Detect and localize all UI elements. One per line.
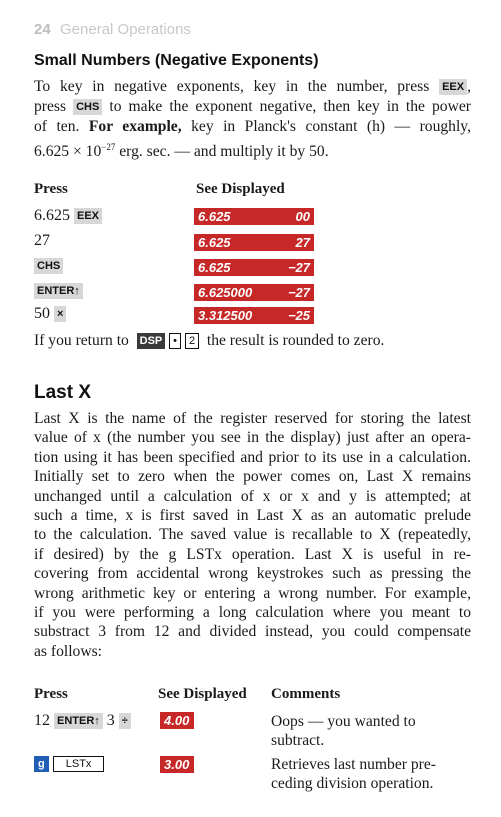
column-header-see-displayed: See Displayed bbox=[158, 686, 247, 702]
section-title-last-x: Last X bbox=[34, 382, 92, 403]
paragraph-line: covering from accidental wrong keystrokes such as pressing the bbox=[34, 565, 471, 583]
display-mantissa: 6.625 bbox=[198, 260, 231, 275]
table-row bbox=[34, 282, 83, 300]
display-mantissa: 3.312500 bbox=[198, 308, 253, 323]
decimal-point-key: • bbox=[169, 333, 181, 349]
enter-key: ENTER↑ bbox=[54, 713, 103, 729]
exponent: −27 bbox=[101, 142, 116, 152]
calculator-display bbox=[160, 712, 194, 729]
text-run: press bbox=[34, 98, 67, 115]
table-row bbox=[34, 305, 66, 323]
column-header-comments: Comments bbox=[271, 686, 341, 702]
display-value: 4.00 bbox=[164, 713, 190, 728]
page-number: 24 bbox=[34, 21, 51, 38]
display-value: 3.00 bbox=[164, 757, 190, 772]
for-example-label: For example, bbox=[88, 118, 182, 135]
display-exponent: 00 bbox=[295, 209, 310, 224]
paragraph-line: if desired) by the g LSTx operation. Last X is useful in re- bbox=[34, 545, 471, 563]
paragraph-line: as follows: bbox=[34, 642, 103, 660]
display-mantissa: 6.625 bbox=[198, 235, 231, 250]
comment-cell bbox=[271, 712, 416, 750]
chs-key: CHS bbox=[73, 99, 102, 115]
press-value: 27 bbox=[34, 232, 50, 249]
section-title-small-numbers: Small Numbers (Negative Exponents) bbox=[34, 52, 319, 69]
paragraph-line: such a time, x is first saved in Last X as an automatic prelude bbox=[34, 507, 471, 525]
comment-line: subtract. bbox=[271, 732, 325, 749]
dsp-key: DSP bbox=[137, 333, 166, 349]
paragraph-negative-exponents bbox=[34, 77, 471, 162]
text-run: To key in negative exponents, key in the number, press bbox=[34, 78, 430, 95]
display-exponent: 27 bbox=[295, 235, 310, 250]
eex-key: EEX bbox=[439, 79, 467, 95]
calculator-display bbox=[194, 234, 314, 251]
comment-line: ceding division operation. bbox=[271, 775, 434, 792]
divide-key: ÷ bbox=[119, 713, 131, 729]
eex-key: EEX bbox=[74, 208, 102, 224]
text-run: erg. sec. — and multiply it by 50. bbox=[115, 143, 329, 161]
paragraph-line: to the calculation. The saved value is recallable to X (repeatedly, bbox=[34, 526, 471, 544]
table-row bbox=[34, 755, 104, 773]
table-row bbox=[34, 712, 131, 730]
paragraph-line: Initially set to zero when the power comes on, Last X remains bbox=[34, 468, 471, 486]
display-exponent: −27 bbox=[287, 260, 310, 275]
display-mantissa: 6.625000 bbox=[198, 285, 253, 300]
text-run: of ten. bbox=[34, 118, 80, 135]
lastx-key: LSTx bbox=[53, 756, 105, 772]
column-header-see-displayed: See Displayed bbox=[196, 181, 285, 197]
running-header: General Operations bbox=[60, 21, 191, 38]
digit-two-key: 2 bbox=[185, 333, 199, 349]
calculator-display bbox=[194, 307, 314, 324]
column-header-press: Press bbox=[34, 181, 68, 197]
display-exponent: −25 bbox=[287, 308, 310, 323]
paragraph-line: unchanged until a calculation of x or x and y is attempted; at bbox=[34, 487, 471, 505]
text-run: key in Planck's constant (h) — roughly, bbox=[191, 118, 471, 135]
enter-key: ENTER↑ bbox=[34, 283, 83, 299]
table-row bbox=[34, 207, 102, 225]
paragraph-last-x bbox=[34, 409, 471, 661]
calculator-display bbox=[194, 259, 314, 276]
paragraph-line: substract 3 from 12 and divided instead, you could compensate bbox=[34, 623, 471, 641]
table-row bbox=[34, 257, 63, 275]
text-run: the result is rounded to zero. bbox=[206, 332, 385, 349]
calculator-display bbox=[194, 284, 314, 301]
comment-line: Retrieves last number pre- bbox=[271, 756, 436, 773]
paragraph-line: if you were performing a long calculation where you meant to bbox=[34, 604, 471, 622]
comment-line: Oops — you wanted to bbox=[271, 713, 416, 730]
press-value: 6.625 bbox=[34, 207, 70, 224]
press-value: 12 bbox=[34, 712, 50, 729]
chs-key: CHS bbox=[34, 258, 63, 274]
column-header-press: Press bbox=[34, 686, 68, 702]
paragraph-line: wrong arithmetic key or entering a wrong number. For example, bbox=[34, 584, 471, 602]
paragraph-line: tion using it has been specified and prior to its use in a calculation. bbox=[34, 448, 471, 466]
display-mantissa: 6.625 bbox=[198, 209, 231, 224]
paragraph-line: value of x (the number you see in the display) just after an opera- bbox=[34, 429, 471, 447]
text-run: If you return to bbox=[34, 332, 129, 349]
rounding-note bbox=[34, 332, 384, 350]
table-row bbox=[34, 232, 50, 250]
calculator-display bbox=[160, 756, 194, 773]
press-value: 3 bbox=[106, 712, 115, 729]
calculator-display bbox=[194, 208, 314, 225]
text-run: 6.625 × 10 bbox=[34, 143, 102, 161]
comment-cell bbox=[271, 755, 436, 793]
display-exponent: −27 bbox=[287, 285, 310, 300]
g-shift-key: g bbox=[34, 756, 49, 772]
text-run: , bbox=[467, 78, 471, 95]
multiply-key: × bbox=[54, 306, 66, 322]
press-value: 50 bbox=[34, 305, 50, 322]
text-run: to make the exponent negative, then key in the power bbox=[109, 98, 471, 115]
paragraph-line: Last X is the name of the register reserved for storing the latest bbox=[34, 410, 471, 427]
